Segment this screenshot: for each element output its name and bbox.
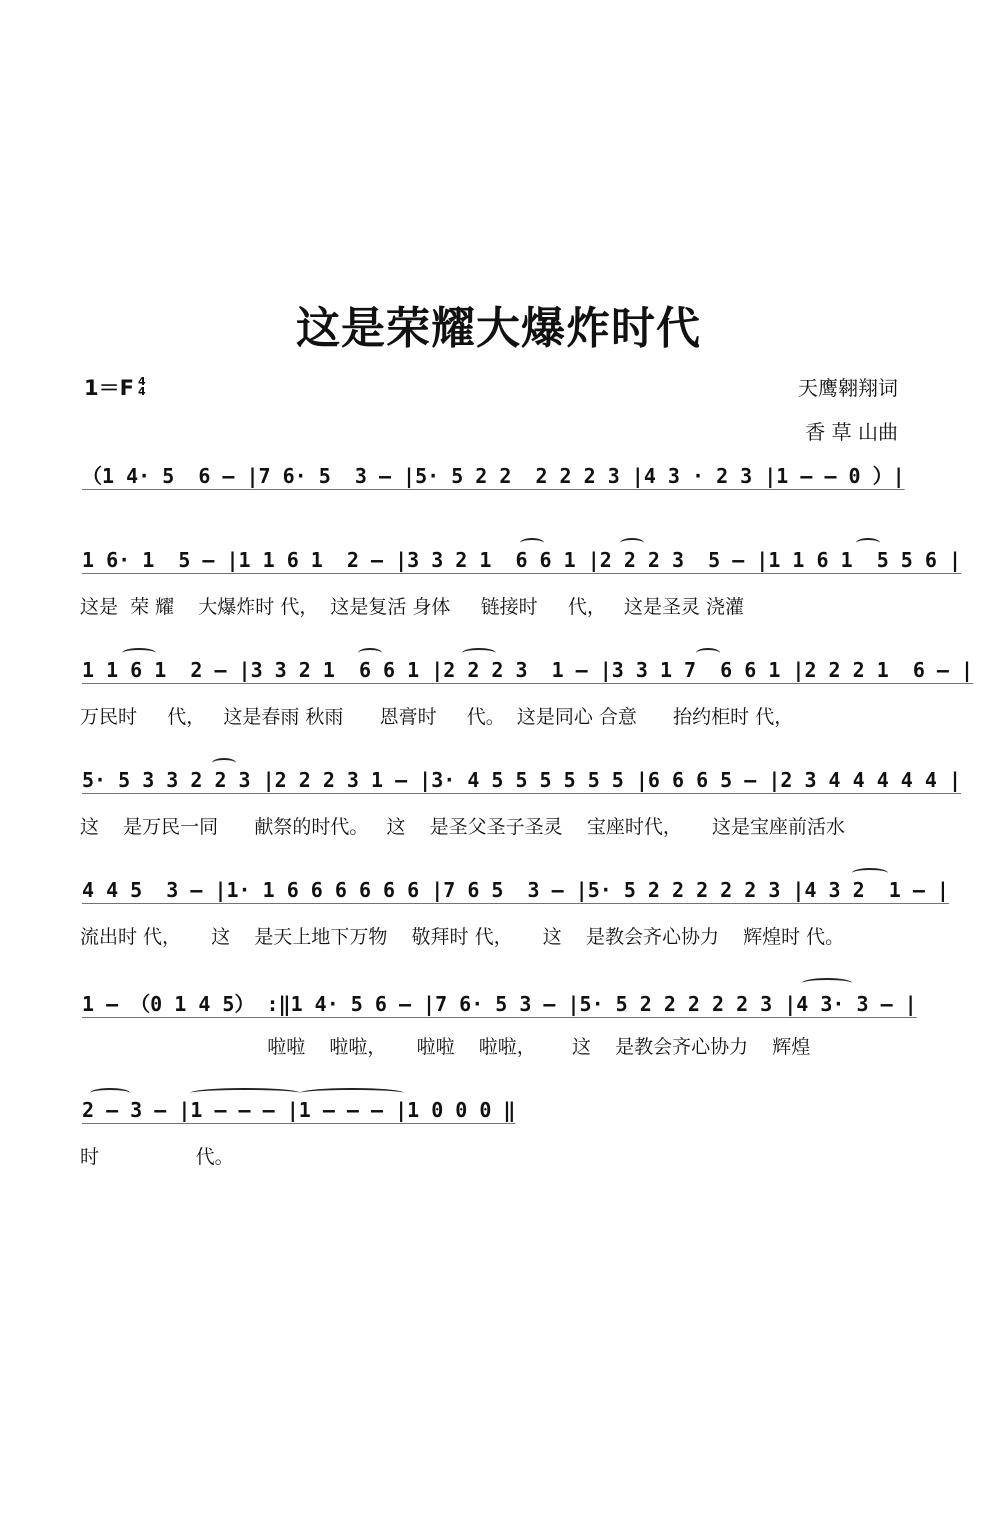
lyrics-row-5: 啦啦 啦啦， 啦啦 啦啦， 这 是教会齐心协力 辉煌	[80, 1036, 811, 1058]
composer-credit: 香 草 山曲	[805, 420, 898, 444]
slur-mark	[856, 538, 880, 548]
slur-mark	[620, 538, 644, 548]
slur-mark	[122, 648, 156, 658]
slur-mark	[802, 978, 852, 988]
key-signature	[84, 372, 146, 402]
slur-mark	[190, 1088, 300, 1098]
lyrics-row-1: 这是 荣 耀 大爆炸时 代， 这是复活 身体 链接时 代， 这是圣灵 浇灌	[80, 596, 744, 618]
notation-row-intro: （1 4· 5 6 – |7 6· 5 3 – |5· 5 2 2 2 2 2 3 |4 3 · 2 3 |1 – – 0 ）|	[82, 464, 905, 488]
notation-row-5: 1 – （0 1 4 5） :‖1 4· 5 6 – |7 6· 5 3 – |5· 5 2 2 2 2 2 3 |4 3· 3 – |	[82, 992, 917, 1016]
time-signature-bottom: 4	[137, 385, 146, 398]
lyrics-row-6: 时 代。	[80, 1146, 234, 1168]
slur-mark	[212, 758, 236, 768]
song-title: 这是荣耀大爆炸时代	[296, 303, 701, 354]
slur-mark	[520, 538, 544, 548]
lyrics-row-2: 万民时 代， 这是春雨 秋雨 恩膏时 代。 这是同心 合意 抬约柜时 代，	[80, 706, 794, 728]
time-signature-top: 4	[137, 375, 146, 388]
notation-row-3: 5· 5 3 3 2 2 3 |2 2 2 3 1 – |3· 4 5 5 5 5 5 5 |6 6 6 5 – |2 3 4 4 4 4 4 |	[82, 768, 961, 792]
notation-row-6: 2 – 3 – |1 – – – |1 – – – |1 0 0 0 ‖	[82, 1098, 516, 1122]
notation-row-1: 1 6· 1 5 – |1 1 6 1 2 – |3 3 2 1 6 6 1 |2 2 2 3 5 – |1 1 6 1 5 5 6 |	[82, 548, 961, 572]
slur-mark	[852, 868, 888, 878]
lyricist-credit: 天鹰翱翔词	[798, 376, 898, 400]
lyrics-row-3: 这 是万民一同 献祭的时代。 这 是圣父圣子圣灵 宝座时代， 这是宝座前活水	[80, 816, 846, 838]
slur-mark	[696, 648, 720, 658]
slur-mark	[462, 648, 496, 658]
key-label: 1＝F	[84, 376, 134, 400]
lyrics-row-4: 流出时 代， 这 是天上地下万物 敬拜时 代， 这 是教会齐心协力 辉煌时 代。	[80, 926, 845, 948]
slur-mark	[358, 648, 382, 658]
slur-mark	[300, 1088, 404, 1098]
notation-row-2: 1 1 6 1 2 – |3 3 2 1 6 6 1 |2 2 2 3 1 – |3 3 1 7 6 6 1 |2 2 2 1 6 – |	[82, 658, 974, 682]
notation-row-4: 4 4 5 3 – |1· 1 6 6 6 6 6 6 |7 6 5 3 – |5· 5 2 2 2 2 2 3 |4 3 2 1 – |	[82, 878, 949, 902]
time-signature	[138, 377, 146, 397]
slur-mark	[90, 1088, 130, 1098]
